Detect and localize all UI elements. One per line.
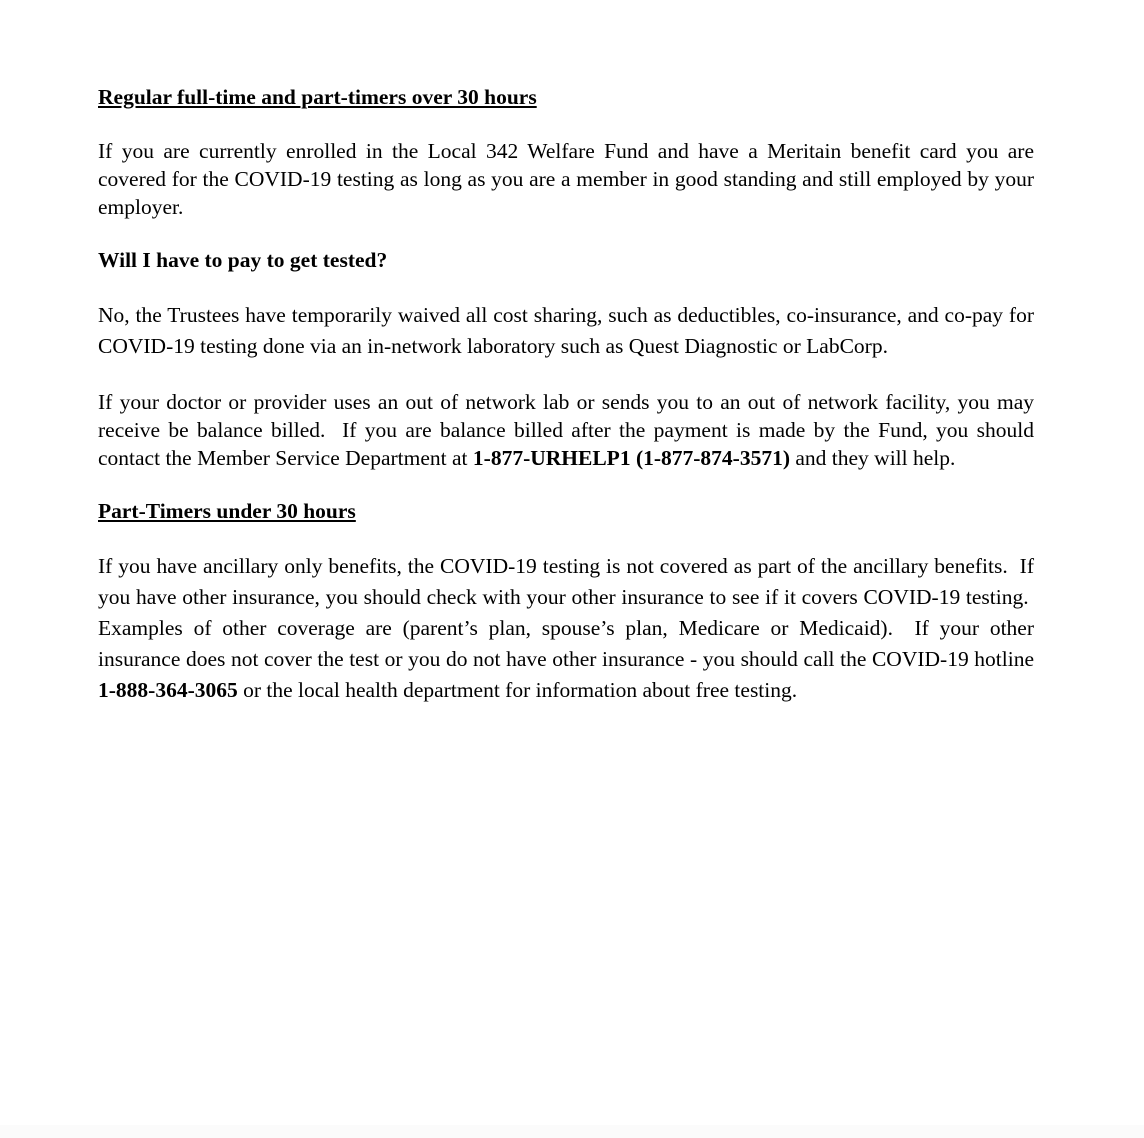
text-run: and they will help. [790,446,956,470]
paragraph-ancillary-benefits [98,551,1034,706]
paragraph-out-of-network [98,388,1034,472]
text-run: Will I have to pay to get tested? [98,248,388,272]
text-run: 1-877-URHELP1 (1-877-874-3571) [472,446,790,470]
document-content [98,84,1034,732]
section-heading-regular-full-time [98,84,1034,111]
text-run: Part-Timers under 30 hours [98,499,356,523]
text-run: If you are currently enrolled in the Local 342 Welfare Fund and have a Meritain benefit card you are covered for the COVID-19 testing as long as you are a member in good standing and still employed by your employer. [98,139,1034,219]
paragraph-enrollment-coverage [98,137,1034,221]
text-run: or the local health department for information about free testing. [237,678,798,702]
paragraph-cost-sharing-waived [98,300,1034,362]
section-heading-part-timers [98,498,1034,525]
text-run: No, the Trustees have temporarily waived all cost sharing, such as deductibles, co-insurance, and co-pay for COVID-19 testing done via an in-network laboratory such as Quest Diagnostic or LabCorp. [98,303,1034,358]
text-run: If your doctor or provider uses an out of network lab or sends you to an out of network facility, you may receive be balance billed. If you are balance billed after the payment is made by the Fund, you should contact the Member Service Department at [98,390,1034,470]
question-heading-pay-to-get-tested [98,247,1034,274]
text-run: 1-888-364-3065 [98,678,238,702]
text-run: If you have ancillary only benefits, the COVID-19 testing is not covered as part of the ancillary benefits. If you have other insurance, you should check with your other insurance to see if it covers COVID-19 testing. Examples of other coverage are (parent’s plan, spouse’s plan, Medicare or Medicaid). If your other insurance does not cover the test or you do not have other insurance - you should call the COVID-19 hotline [98,554,1034,671]
text-run: Regular full-time and part-timers over 30 hours [98,85,537,109]
page-footer-strip [0,1125,1144,1138]
